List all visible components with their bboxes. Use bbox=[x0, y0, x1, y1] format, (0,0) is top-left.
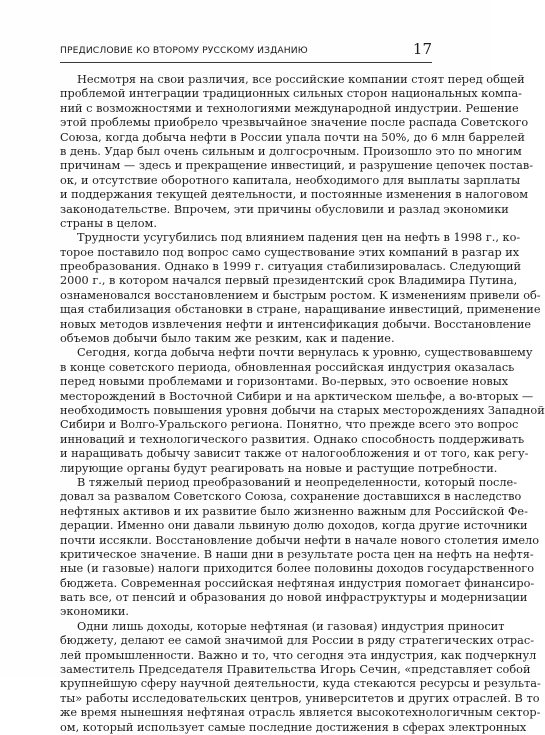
text-line: в конце советского периода, обновленная российская индустрия оказалась bbox=[60, 360, 515, 374]
text-line: заместитель Председателя Правительства Игорь Сечин, «представляет собой bbox=[60, 663, 531, 677]
text-line: Трудности усугубились под влиянием падения цен на нефть в 1998 г., ко- bbox=[77, 231, 521, 245]
text-line: вать все, от пенсий и образования до новой инфраструктуры и модернизации bbox=[60, 591, 528, 605]
text-line: бюджету, делают ее самой значимой для России в ряду стратегических отрас- bbox=[60, 634, 535, 648]
text-line: проблемой интеграции традиционных сильных сторон национальных компа- bbox=[60, 87, 522, 101]
text-line: причинам — здесь и прекращение инвестиций, и разрушение цепочек постав- bbox=[60, 159, 534, 173]
text-line: Сегодня, когда добыча нефти почти вернулась к уровню, существовавшему bbox=[77, 346, 533, 360]
page-header bbox=[60, 38, 432, 63]
text-line: ные (и газовые) налоги приходится более половины доходов государственного bbox=[60, 562, 535, 576]
text-line: месторождений в Восточной Сибири и на арктическом шельфе, а во-вторых — bbox=[60, 389, 534, 403]
page-number: 17 bbox=[412, 40, 432, 58]
text-line: 2000 г., в котором начался первый президентский срок Владимира Путина, bbox=[60, 274, 518, 288]
text-line: необходимость повышения уровня добычи на старых месторождениях Западной bbox=[60, 403, 545, 417]
text-line: нефтяных активов и их развитие было жизненно важным для Российской Фе- bbox=[60, 504, 528, 518]
text-line: экономики. bbox=[60, 605, 130, 619]
text-line: торое поставило под вопрос само существование этих компаний в разгар их bbox=[60, 245, 520, 259]
text-line: ты» работы исследовательских центров, университетов и других отраслей. В то bbox=[60, 691, 540, 705]
text-line: законодательстве. Впрочем, эти причины обусловили и разлад экономики bbox=[60, 202, 509, 216]
text-line: лирующие органы будут реагировать на новые и растущие потребности. bbox=[60, 461, 498, 475]
text-line: В тяжелый период преобразований и неопределенности, который после- bbox=[77, 475, 518, 489]
text-line: новых методов извлечения нефти и интенсификация добычи. Восстановление bbox=[60, 317, 532, 331]
text-line: перед новыми проблемами и горизонтами. Во-первых, это освоение новых bbox=[60, 375, 509, 389]
text-line: ом, который использует самые последние достижения в сферах электронных bbox=[60, 720, 527, 734]
text-line: ний с возможностями и технологиями международной индустрии. Решение bbox=[60, 101, 519, 115]
text-line: преобразования. Однако в 1999 г. ситуация стабилизировалась. Следующий bbox=[60, 260, 522, 274]
text-line: почти иссякли. Восстановление добычи нефти в начале нового столетия имело bbox=[60, 533, 540, 547]
text-line: Сибири и Волго-Уральского региона. Понятно, что прежде всего это вопрос bbox=[60, 418, 519, 432]
text-line: ок, и отсутствие оборотного капитала, необходимого для выплаты зарплаты bbox=[60, 173, 521, 187]
text-line: крупнейшую сферу научной деятельности, куда стекаются ресурсы и результа- bbox=[60, 677, 541, 691]
text-line: объемов добычи было таким же резким, как и падение. bbox=[60, 332, 395, 346]
text-line: критическое значение. В наши дни в результате роста цен на нефть на нефтя- bbox=[60, 547, 534, 561]
text-line: Союза, когда добыча нефти в России упала почти на 50%, до 6 млн баррелей bbox=[60, 130, 525, 144]
text-line: довал за развалом Советского Союза, сохранение доставшихся в наследство bbox=[60, 490, 522, 504]
text-line: щая стабилизация обстановки в стране, наращивание инвестиций, применение bbox=[60, 303, 541, 317]
text-line: и поддержания текущей деятельности, и постоянные изменения в налоговом bbox=[60, 188, 529, 202]
running-title: ПРЕДИСЛОВИЕ КО ВТОРОМУ РУССКОМУ ИЗДАНИЮ bbox=[60, 45, 308, 56]
text-line: в день. Удар был очень сильным и долгосрочным. Произошло это по многим bbox=[60, 144, 522, 158]
text-line: ознаменовался восстановлением и быстрым ростом. К изменениям привели об- bbox=[60, 288, 541, 302]
text-line: Одни лишь доходы, которые нефтяная (и газовая) индустрия приносит bbox=[77, 619, 505, 633]
body-text bbox=[60, 73, 545, 735]
text-line: и наращивать добычу зависит также от налогообложения и от того, как регу- bbox=[60, 447, 529, 461]
text-line: страны в целом. bbox=[60, 216, 157, 230]
text-line: бюджета. Современная российская нефтяная индустрия помогает финансиро- bbox=[60, 576, 535, 590]
text-line: лей промышленности. Важно и то, что сегодня эта индустрия, как подчеркнул bbox=[60, 648, 537, 662]
text-line: этой проблемы приобрело чрезвычайное значение после распада Советского bbox=[60, 116, 529, 130]
text-line: дерации. Именно они давали львиную долю доходов, когда другие источники bbox=[60, 519, 528, 533]
text-line: инноваций и технологического развития. Однако способность поддерживать bbox=[60, 432, 525, 446]
text-line: Несмотря на свои различия, все российские компании стоят перед общей bbox=[77, 73, 525, 86]
text-line: же время нынешняя нефтяная отрасль является высокотехнологичным сектор- bbox=[60, 706, 541, 720]
